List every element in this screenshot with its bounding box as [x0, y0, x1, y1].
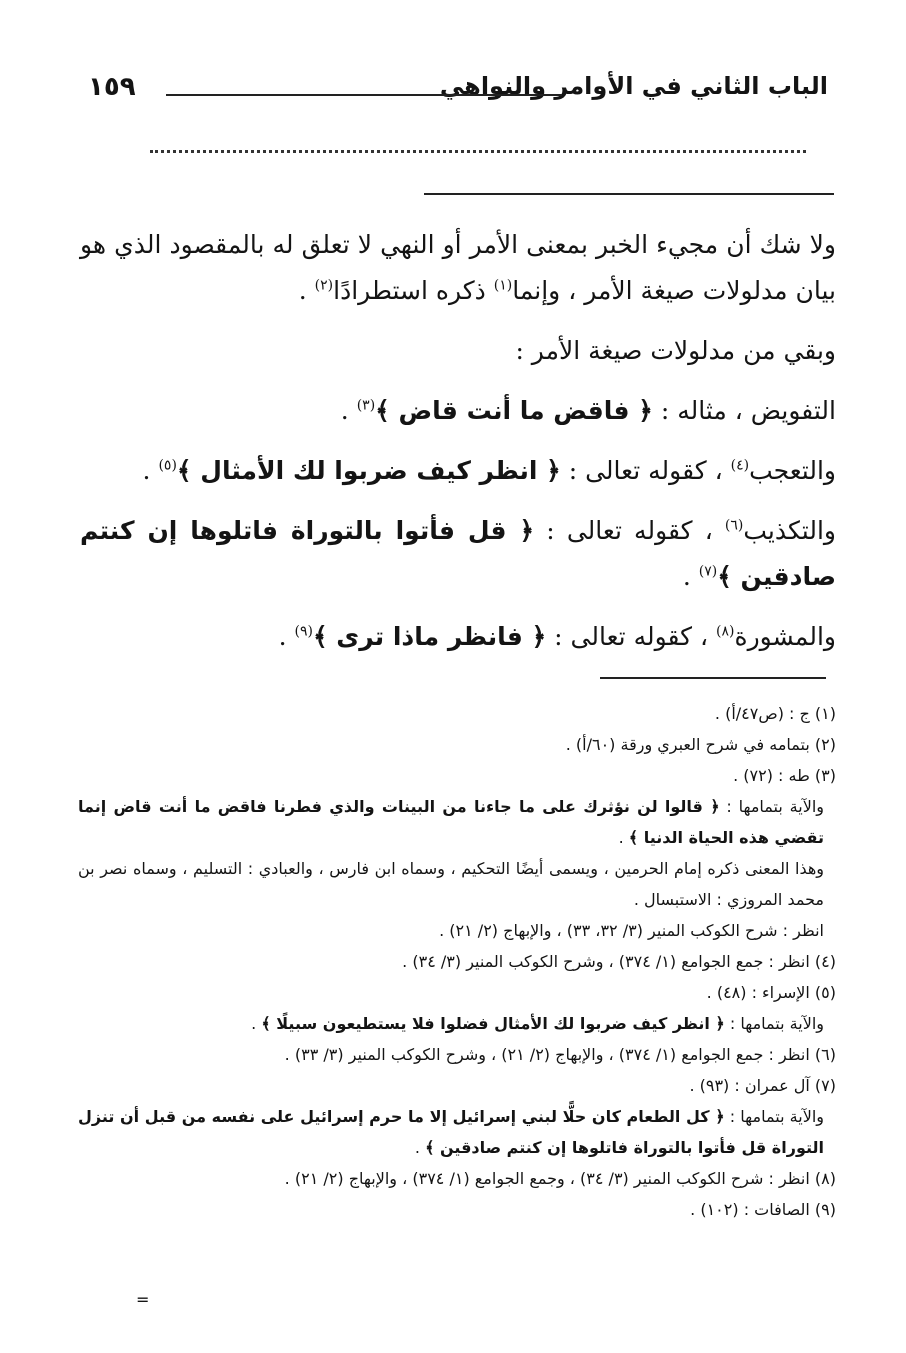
footnote-continuation: وهذا المعنى ذكره إمام الحرمين ، ويسمى أيضًا التحكيم ، وسماه ابن فارس ، والعبادي : التسليم ، وسماه نصر بن محمد المروزي : الاستبسال .: [78, 859, 824, 909]
footnotes: [78, 698, 836, 1225]
footnote-ref: (٨): [716, 623, 735, 640]
quran-verse: ﴿ قل فأتوا بالتوراة فاتلوها إن كنتم صادقين ﴾: [80, 516, 836, 591]
footnote: (٦) انظر : جمع الجوامع (١/ ٣٧٤) ، والإبهاج (٢/ ٢١) ، وشرح الكوكب المنير (٣/ ٣٣) .: [284, 1045, 836, 1064]
footnote: (٧) آل عمران : (٩٣) .: [689, 1076, 836, 1095]
quran-verse: ﴿ قالوا لن نؤثرك على ما جاءنا من البينات والذي فطرنا فاقض ما أنت قاض إنما تقضي هذه الحياة الدنيا ﴾: [78, 797, 824, 847]
footnote: (٣) طه : (٧٢) .: [733, 766, 836, 785]
margin-mark: =: [136, 1290, 150, 1309]
footnote-ref: (٢): [314, 277, 334, 294]
footnote-continuation: والآية بتمامها : ﴿ انظر كيف ضربوا لك الأمثال فضلوا فلا يستطيعون سبيلًا ﴾ .: [251, 1014, 824, 1033]
quran-verse: ﴿ انظر كيف ضربوا لك الأمثال ﴾: [176, 456, 561, 485]
chapter-title: الباب الثاني في الأوامر والنواهي: [439, 72, 828, 100]
footnote: (٢) بتمامه في شرح العبري ورقة (٦٠/أ) .: [565, 735, 836, 754]
quran-verse: ﴿ انظر كيف ضربوا لك الأمثال فضلوا فلا يستطيعون سبيلًا ﴾: [261, 1014, 725, 1033]
running-header: [88, 72, 828, 112]
footnote-continuation: انظر : شرح الكوكب المنير (٣/ ٣٢، ٣٣) ، والإبهاج (٢/ ٢١) .: [439, 921, 824, 940]
footnote: (١) ج : (ص٤٧/أ) .: [714, 704, 836, 723]
paragraph: وبقي من مدلولات صيغة الأمر :: [515, 336, 836, 365]
footnote-continuation: والآية بتمامها : ﴿ قالوا لن نؤثرك على ما جاءنا من البينات والذي فطرنا فاقض ما أنت قاض إنما تقضي هذه الحياة الدنيا ﴾ .: [78, 797, 824, 847]
footnote-ref: (٩): [294, 623, 313, 640]
footnote-ref: (٤): [730, 457, 750, 474]
footnote: (٩) الصافات : (١٠٢) .: [690, 1200, 836, 1219]
paragraph: والتكذيب$^{(٦)}$ ، كقوله تعالى : ﴿ قل فأتوا بالتوراة فاتلوها إن كنتم صادقين ﴾$^{(٧)}$ .: [80, 516, 836, 591]
footnote-continuation: والآية بتمامها : ﴿ كل الطعام كان حلًّا لبني إسرائيل إلا ما حرم إسرائيل على نفسه من قبل أن تنزل التوراة قل فأتوا بالتوراة فاتلوها إن كنتم صادقين ﴾ .: [78, 1107, 825, 1157]
main-text: [80, 222, 836, 674]
page-number: ١٥٩: [88, 72, 136, 102]
paragraph: والمشورة$^{(٨)}$ ، كقوله تعالى : ﴿ فانظر ماذا ترى ﴾$^{(٩)}$ .: [278, 622, 836, 651]
paragraph: التفويض ، مثاله : ﴿ فاقض ما أنت قاض ﴾$^{(٣)}$ .: [340, 396, 836, 425]
footnote-ref: (٣): [356, 397, 376, 414]
header-rule: [166, 94, 562, 96]
footnote: (٥) الإسراء : (٤٨) .: [706, 983, 836, 1002]
top-separator: [424, 193, 834, 195]
quran-verse: ﴿ كل الطعام كان حلًّا لبني إسرائيل إلا ما حرم إسرائيل على نفسه من قبل أن تنزل التوراة قل فأتوا بالتوراة فاتلوها إن كنتم صادقين ﴾: [78, 1107, 824, 1157]
quran-verse: ﴿ فانظر ماذا ترى ﴾: [312, 622, 547, 651]
footnote-ref: (١): [493, 277, 513, 294]
footnote-ref: (٥): [158, 457, 177, 474]
ellipsis-line: [150, 150, 806, 165]
footnote-ref: (٧): [698, 563, 718, 580]
quran-verse: ﴿ فاقض ما أنت قاض ﴾: [375, 396, 653, 425]
paragraph: ولا شك أن مجيء الخبر بمعنى الأمر أو النهي لا تعلق له بالمقصود الذي هو بيان مدلولات صيغة الأمر ، وإنما$^{(١)}$ ذكره استطرادًا$^{(٢)}$ .: [80, 230, 836, 305]
paragraph: والتعجب$^{(٤)}$ ، كقوله تعالى : ﴿ انظر كيف ضربوا لك الأمثال ﴾$^{(٥)}$ .: [142, 456, 836, 485]
footnote-separator: [600, 677, 826, 679]
footnote: (٨) انظر : شرح الكوكب المنير (٣/ ٣٤) ، وجمع الجوامع (١/ ٣٧٤) ، والإبهاج (٢/ ٢١) .: [284, 1169, 836, 1188]
footnote-ref: (٦): [724, 517, 744, 534]
footnote: (٤) انظر : جمع الجوامع (١/ ٣٧٤) ، وشرح الكوكب المنير (٣/ ٣٤) .: [402, 952, 836, 971]
